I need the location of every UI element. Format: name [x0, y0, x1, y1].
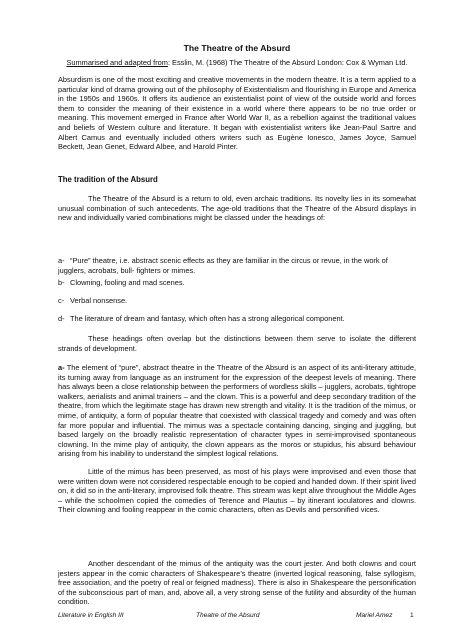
- mimus-paragraph: Little of the mimus has been preserved, as most of his plays were improvised and even those that were written down were not considered respectable enough to be copied and handed down. If their spirit lived on, it did so in the anti-literary, improvised folk theatre. This stream was kept alive throughout the Middle Ages – while the schoolmen copied the comedies of Terence and Plautus – by itinerant ioculatores and clowns. Their clowning and fooling reappear in the comic characters, often as Devils and personified vices.: [58, 467, 416, 515]
- pure-theatre-paragraph: [58, 363, 416, 459]
- list-text: The literature of dream and fantasy, which often has a strong allegorical component.: [70, 314, 345, 323]
- intro-paragraph: Absurdism is one of the most exciting and creative movements in the modern theatre. It is a term applied to a particular kind of drama growing out of the philosophy of Existentialism and flourishing in Europe and America in the 1950s and 1960s. It offers its audience an existentialist point of view of the outside world and forces them to consider the meaning of their existence in a world where there appears to be no true order or meaning. This movement emerged in France after World War II, as a rebellion against the traditional values and beliefs of Western culture and literature. It began with existentialist writers like Jean-Paul Sartre and Albert Camus and eventually included others writers such as Eugène Ionesco, James Joyce, Samuel Beckett, Jean Genet, Edward Albee, and Harold Pinter.: [58, 75, 416, 152]
- source-prefix: Summarised and adapted from: [66, 58, 168, 67]
- paragraph-marker: a-: [58, 363, 65, 372]
- footer-author: Mariel Amez: [356, 612, 393, 619]
- list-item: [58, 256, 416, 275]
- list-marker: d-: [58, 314, 65, 323]
- pure-theatre-text: The element of “pure”, abstract theatre in the Theatre of the Absurd is an aspect of its anti-literary attitude, its turning away from language as an instrument for the expression of the deepest levels of meaning. There has always been a close relationship between the performers of wordless skills – jugglers, acrobats, tightrope walkers, aerialists and animal trainers – and the clown. This is a powerful and deep secondary tradition of the theatre, from which the legitimate stage has drawn new strength and vitality. It is the tradition of the mimus, or mime, of antiquity, a form of popular theatre that coexisted with classical tragedy and comedy and was often far more popular and influential. The mimus was a spectacle containing dancing, singing and juggling, but based largely on the broadly realistic representation of character types in semi-improvised spontaneous clowning. In the mime play of antiquity, the clown appears as the moros or stupidus, his absurd behaviour arising from his inability to understand the simplest logical relations.: [58, 363, 417, 459]
- source-reference: : Esslin, M. (1968) The Theatre of the Absurd London: Cox & Wyman Ltd.: [167, 58, 408, 67]
- overlap-paragraph: These headings often overlap but the distinctions between them serve to isolate the different strands of development.: [58, 334, 416, 353]
- list-marker: c-: [58, 296, 65, 305]
- list-text: “Pure” theatre, i.e. abstract scenic effects as they are familiar in the circus or revue, in the work of jugglers, acrobats, bull- fighters or mimes.: [58, 256, 388, 275]
- list-item: [58, 278, 416, 288]
- tradition-paragraph: The Theatre of the Absurd is a return to old, even archaic traditions. Its novelty lies in its somewhat unusual combination of such antecedents. The age-old traditions that the Theatre of the Absurd displays in new and individually varied combinations might be classed under the headings of:: [58, 194, 416, 223]
- list-marker: b-: [58, 278, 65, 287]
- source-citation: [0, 58, 474, 67]
- footer-title: Theatre of the Absurd: [196, 612, 260, 619]
- list-text: Clowning, fooling and mad scenes.: [70, 278, 185, 287]
- footer-course: Literature in English III: [58, 612, 124, 619]
- list-item: [58, 314, 416, 324]
- list-item: [58, 296, 416, 306]
- list-text: Verbal nonsense.: [70, 296, 128, 305]
- list-marker: a-: [58, 256, 65, 265]
- jester-paragraph: Another descendant of the mimus of the antiquity was the court jester. And both clowns and court jesters appear in the comic characters of Shakespeare’s theatre (inverted logical reasoning, false syllogism, free association, and the poetry of real or feigned madness). There is also in Shakespeare the personification of the subconscious part of man, and, above all, a very strong sense of the futility and absurdity of the human condition.: [58, 559, 416, 607]
- page-number: 1: [410, 612, 414, 619]
- document-title: The Theatre of the Absurd: [183, 43, 291, 53]
- section-heading: The tradition of the Absurd: [58, 175, 158, 184]
